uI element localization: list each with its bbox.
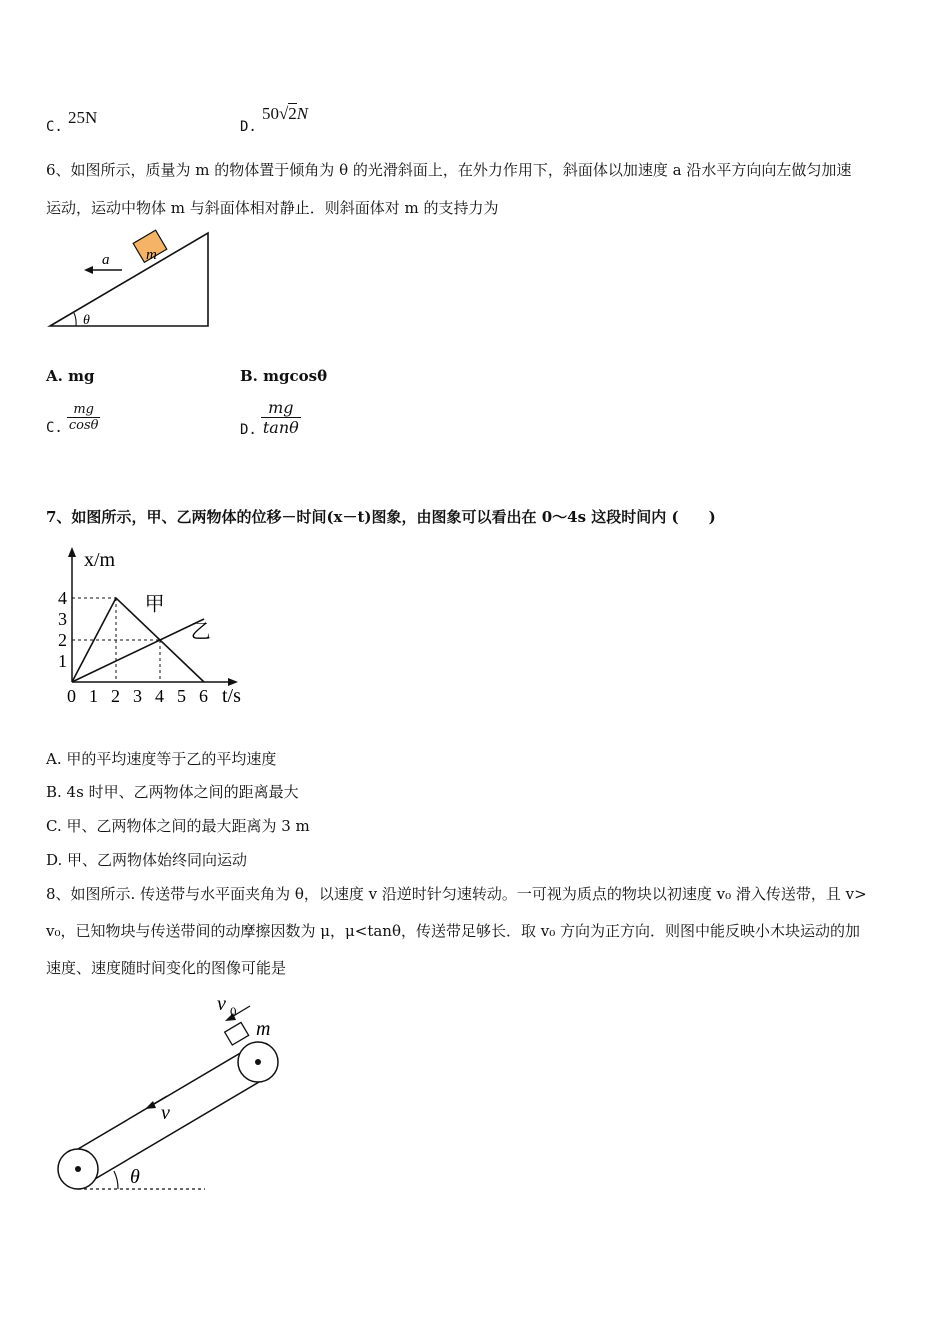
theta-label: θ (130, 1166, 140, 1188)
q6-option-b: B. mgcosθ (240, 367, 328, 385)
series-line-yi (72, 619, 204, 682)
numerator: mg (261, 398, 301, 418)
block-label: m (146, 247, 157, 263)
v-arrow-head (145, 1101, 156, 1109)
v0-subscript: 0 (230, 1004, 237, 1019)
option-value-prefix: 50 (261, 104, 279, 123)
q8-stem-line2: v₀，已知物块与传送带间的动摩擦因数为 μ，μ<tanθ，传送带足够长．取 v₀ 方向为正方向．则图中能反映小木块运动的加 (46, 922, 861, 940)
y-tick-label: 4 (58, 588, 67, 608)
y-axis-label: x/m (84, 549, 116, 571)
angle-arc (114, 1171, 118, 1189)
q7-option-d: D. 甲、乙两物体始终同向运动 (46, 851, 248, 869)
denominator: cosθ (68, 418, 99, 433)
option-value: 25N (67, 108, 98, 127)
x-tick-label: 1 (89, 686, 98, 706)
belt-bottom-line (78, 1082, 259, 1189)
denominator: tanθ (262, 418, 299, 437)
q6-option-c (46, 402, 100, 436)
block (225, 1022, 249, 1045)
q5-option-d: D. 50√2N (240, 104, 309, 135)
option-letter: D. (240, 119, 257, 135)
option-letter: C. (46, 419, 63, 436)
q7-stem: 7、如图所示，甲、乙两物体的位移－时间(x－t)图象，由图象可以看出在 0～4s 这段时间内 ( ) (46, 508, 716, 526)
radicand: 2 (288, 104, 297, 123)
q5-option-c (46, 108, 98, 135)
y-tick-label: 2 (58, 630, 67, 650)
option-letter: D. (240, 421, 257, 438)
q6-incline-figure (40, 226, 220, 336)
q8-stem-line1: 8、如图所示. 传送带与水平面夹角为 θ，以速度 v 沿逆时针匀速转动。一可视为质点的物块以初速度 v₀ 滑入传送带，且 v> (46, 885, 867, 903)
q7-xt-chart (54, 544, 254, 714)
q6-stem-line2: 运动，运动中物体 m 与斜面体相对静止．则斜面体对 m 的支持力为 (46, 199, 499, 217)
series-lines (72, 592, 211, 682)
q7-option-a: A. 甲的平均速度等于乙的平均速度 (46, 750, 277, 768)
q7-option-b: B. 4s 时甲、乙两物体之间的距离最大 (46, 783, 299, 801)
accel-label: a (102, 252, 110, 268)
q6-option-d (240, 398, 301, 437)
x-tick-label: 4 (155, 686, 164, 706)
upper-pulley-axle (255, 1059, 261, 1065)
numerator: mg (67, 402, 101, 418)
q6-stem-line1: 6、如图所示，质量为 m 的物体置于倾角为 θ 的光滑斜面上，在外力作用下，斜面体以加速度 a 沿水平方向向左做匀加速 (46, 161, 852, 179)
y-tick-label: 3 (58, 609, 67, 629)
angle-label: θ (83, 313, 90, 328)
y-tick-label: 1 (58, 651, 67, 671)
option-letter: C. (46, 119, 63, 135)
tick-labels (58, 588, 208, 706)
x-tick-label: 0 (67, 686, 76, 706)
fraction (67, 402, 101, 433)
belt-top-line (78, 1042, 259, 1149)
x-tick-label: 5 (177, 686, 186, 706)
v-label: v (161, 1102, 170, 1124)
series-label: 乙 (190, 618, 211, 643)
x-tick-label: 3 (133, 686, 142, 706)
unit: N (296, 104, 309, 123)
m-label: m (256, 1018, 271, 1040)
incline-triangle (50, 233, 208, 326)
q7-option-c: C. 甲、乙两物体之间的最大距离为 3 m (46, 817, 310, 835)
angle-arc (74, 313, 76, 326)
x-tick-label: 2 (111, 686, 120, 706)
accel-arrow-head (84, 266, 93, 274)
x-tick-label: 6 (199, 686, 208, 706)
series-label: 甲 (144, 591, 165, 616)
q8-stem-line3: 速度、速度随时间变化的图像可能是 (46, 959, 287, 977)
q8-conveyor-figure (40, 988, 290, 1198)
q6-option-a: A. mg (46, 367, 95, 385)
fraction (261, 398, 301, 437)
x-axis-label: t/s (222, 685, 241, 707)
y-axis-arrow (68, 547, 76, 557)
lower-pulley-axle (75, 1166, 81, 1172)
v0-label: v (217, 993, 226, 1015)
